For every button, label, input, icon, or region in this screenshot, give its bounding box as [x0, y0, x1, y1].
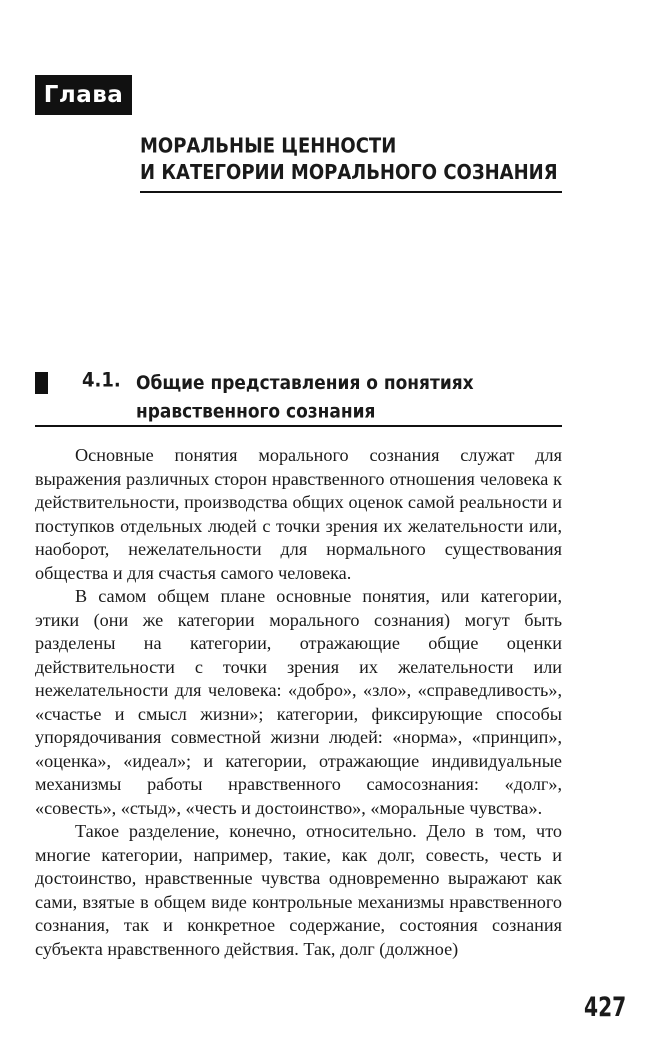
section-title-line1: Общие представления о понятиях — [136, 372, 474, 395]
chapter-title — [140, 133, 560, 186]
chapter-title-line2: И КАТЕГОРИИ МОРАЛЬНОГО СОЗНАНИЯ — [140, 160, 558, 185]
paragraph: В самом общем плане основные понятия, или категории, этики (они же категории морального сознания) могут быть разделены на категории, отражающие общие оценки действительности с точки зрения их желательности или нежелательности для человека: «добро», «зло», «справедливость», «счастье и смысл жизни»; категории, фиксирующие способы упорядочивания совместной жизни людей: «норма», «принцип», «оценка», «идеал»; и категории, отражающие индивидуальные механизмы работы нравственного самосознания: «долг», «совесть», «стыд», «честь и достоинство», «моральные чувства». — [35, 586, 562, 818]
section-title — [136, 369, 556, 426]
paragraph: Такое разделение, конечно, относительно. Дело в том, что многие категории, например, такие, как долг, совесть, честь и достоинство, нравственные чувства одновременно выражают как сами, взятые в общем виде контрольные механизмы нравственного сознания, так и конкретное содержание, состояния сознания субъекта нравственного действия. Так, долг (должное) — [35, 821, 562, 959]
section-number: 4.1. — [82, 369, 121, 393]
chapter-label: Глава 4 — [35, 75, 132, 115]
body-text — [35, 444, 562, 961]
page-number: 427 — [584, 992, 627, 1023]
section-title-line2: нравственного сознания — [136, 400, 376, 423]
section-title-rule — [35, 425, 562, 427]
chapter-title-line1: МОРАЛЬНЫЕ ЦЕННОСТИ — [140, 134, 397, 159]
chapter-title-rule — [140, 191, 562, 193]
section-marker — [35, 372, 48, 394]
paragraph: Основные понятия морального сознания служат для выражения различных сторон нравственного отношения человека к действительности, производства общих оценок самой реальности и поступков отдельных людей с точки зрения их желательности или, наоборот, нежелательности для нормального существования общества и для счастья самого человека. — [35, 445, 562, 583]
